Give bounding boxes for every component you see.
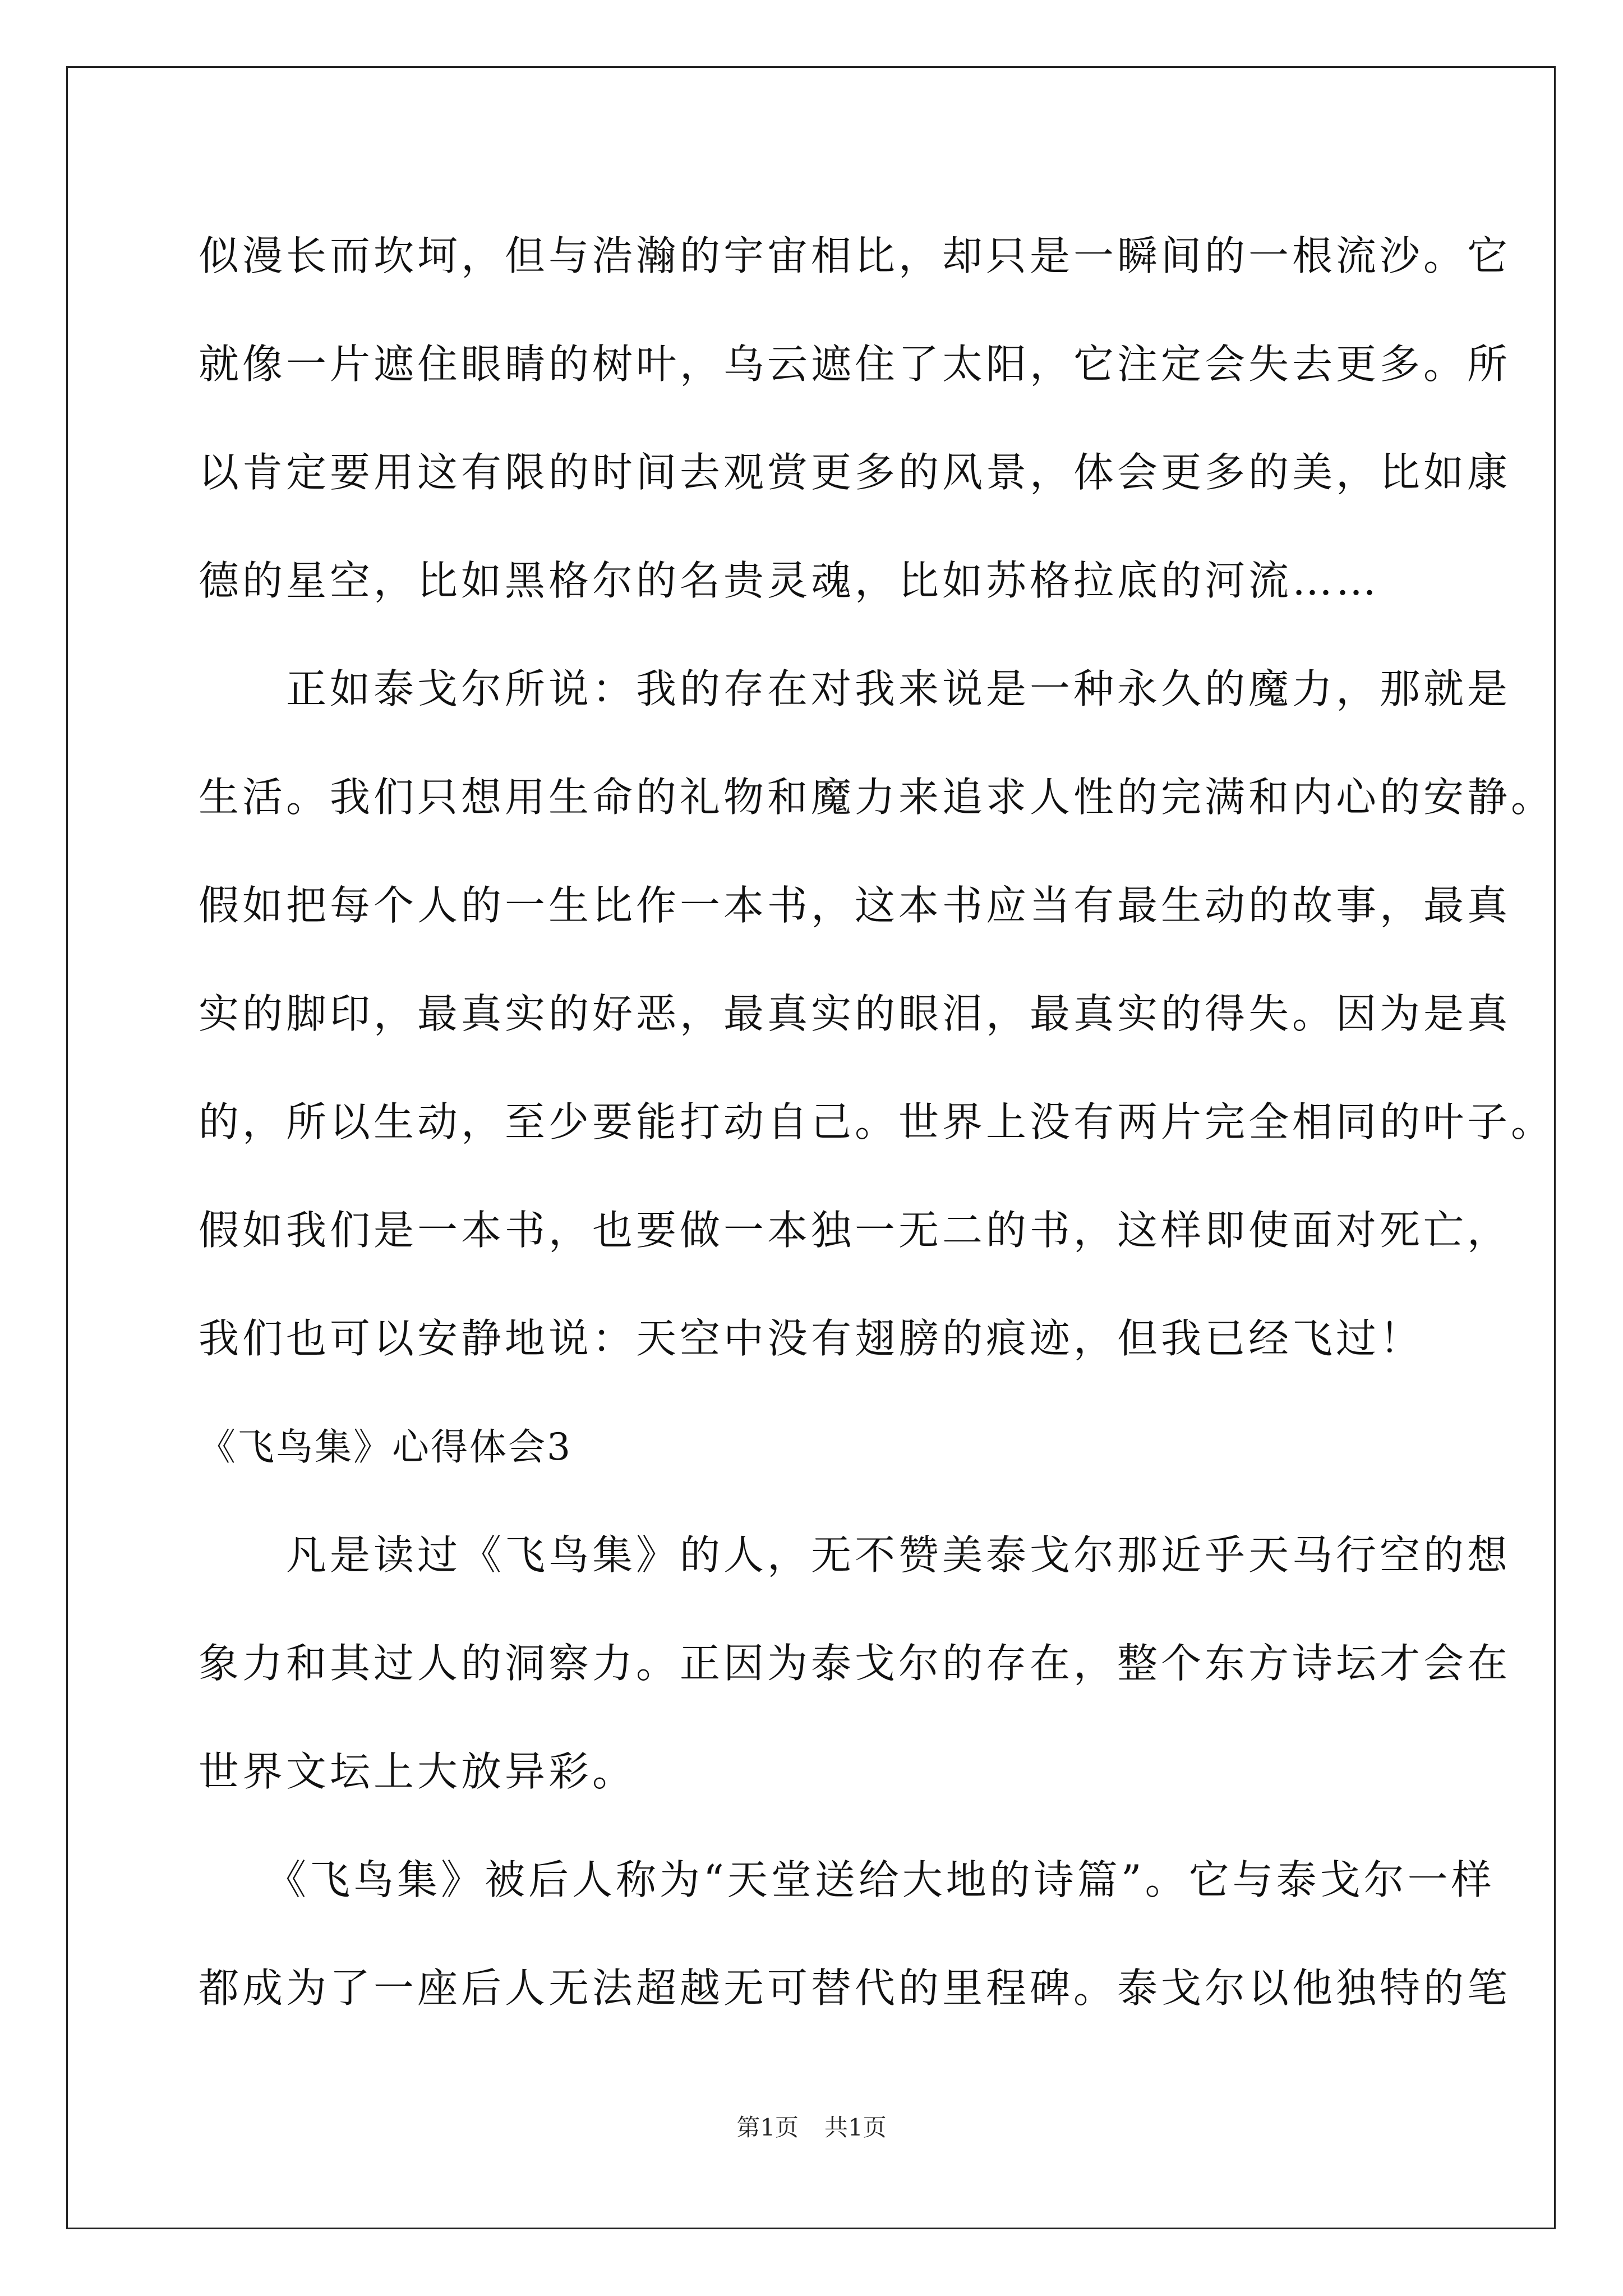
text-line: 以肯定要用这有限的时间去观赏更多的风景，体会更多的美，比如康: [199, 449, 1511, 496]
text-line: 假如我们是一本书，也要做一本独一无二的书，这样即使面对死亡，: [199, 1207, 1511, 1254]
total-pages: 共1页: [824, 2114, 887, 2141]
text-line: 实的脚印，最真实的好恶，最真实的眼泪，最真实的得失。因为是真: [199, 990, 1511, 1037]
text-line: 凡是读过《飞鸟集》的人，无不赞美泰戈尔那近乎天马行空的想: [199, 1531, 1511, 1579]
text-line: 生活。我们只想用生命的礼物和魔力来追求人性的完满和内心的安静。: [199, 774, 1555, 821]
section-heading: 《飞鸟集》心得体会3: [199, 1425, 572, 1469]
text-line: 就像一片遮住眼睛的树叶，乌云遮住了太阳，它注定会失去更多。所: [199, 341, 1511, 388]
document-body: [199, 202, 1555, 2042]
text-line: 正如泰戈尔所说：我的存在对我来说是一种永久的魔力，那就是: [199, 665, 1511, 712]
text-line: 《飞鸟集》被后人称为“天堂送给大地的诗篇”。它与泰戈尔一样: [199, 1856, 1495, 1903]
text-line: 象力和其过人的洞察力。正因为泰戈尔的存在，整个东方诗坛才会在: [199, 1640, 1511, 1687]
text-line: 我们也可以安静地说：天空中没有翅膀的痕迹，但我已经飞过！: [199, 1315, 1424, 1362]
text-line: 似漫长而坎坷，但与浩瀚的宇宙相比，却只是一瞬间的一根流沙。它: [199, 232, 1511, 279]
text-line: 假如把每个人的一生比作一本书，这本书应当有最生动的故事，最真: [199, 882, 1511, 929]
page-number: 第1页: [736, 2114, 799, 2141]
text-line: 世界文坛上大放异彩。: [199, 1748, 637, 1795]
text-line: 都成为了一座后人无法超越无可替代的里程碑。泰戈尔以他独特的笔: [199, 1964, 1511, 2012]
page-footer: [0, 2109, 1623, 2143]
text-line: 的，所以生动，至少要能打动自己。世界上没有两片完全相同的叶子。: [199, 1098, 1555, 1145]
text-line: 德的星空，比如黑格尔的名贵灵魂，比如苏格拉底的河流……: [199, 557, 1380, 604]
